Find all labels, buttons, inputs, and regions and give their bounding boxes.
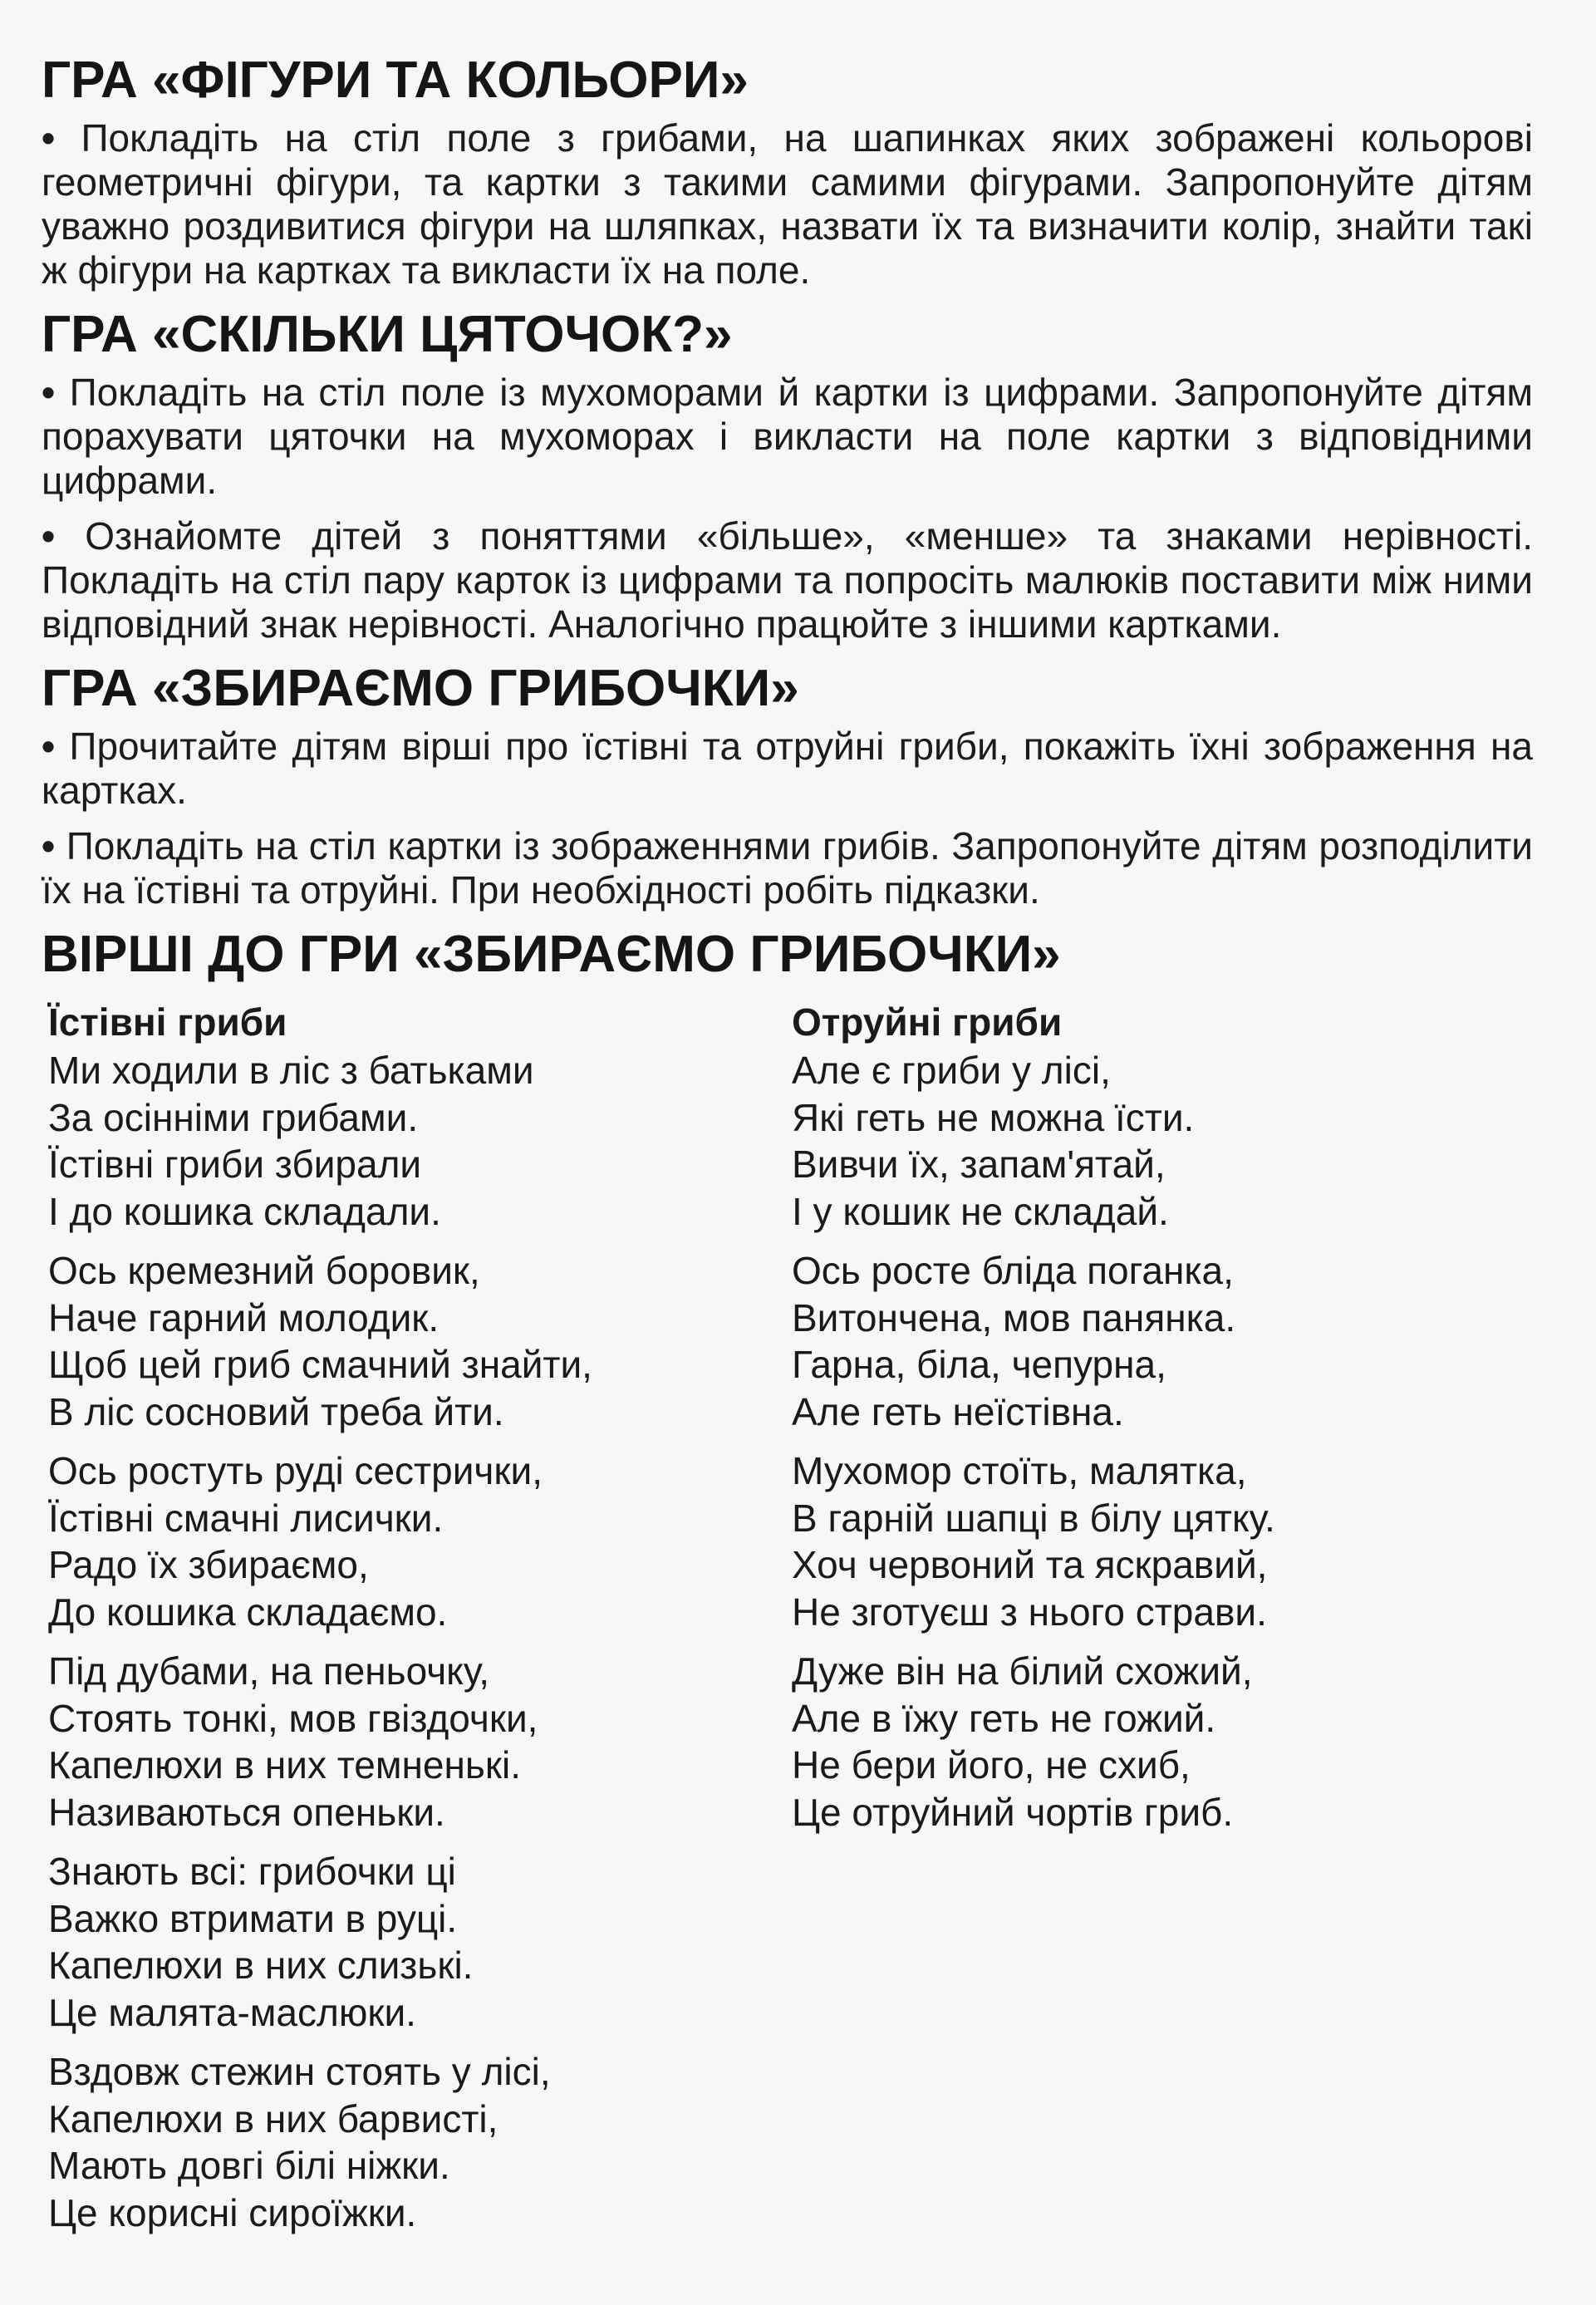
stanza [792,1648,1523,1836]
poem-line: Ми ходили в ліс з батьками [48,1049,534,1092]
poem-line: Не зготуєш з нього страви. [792,1590,1267,1634]
poems-block [42,999,1533,2278]
poem-line: Наче гарний молодик. [48,1295,440,1339]
stanza [792,1247,1523,1435]
poem-line: В ліс сосновий треба йти. [48,1389,504,1433]
stanza [48,1648,779,1836]
stanza [48,1047,779,1235]
paragraph [42,824,1533,912]
poem-line: І до кошика складали. [48,1189,441,1233]
paragraph-text: Покладіть на стіл поле з грибами, на шапинках яких зображені кольорові геометричні фігури, та картки з такими самими фігурами. Запропонуйте дітям уважно роздивитися фігури на шляпках, назвати їх та визначити колір, знайти такі ж фігури на картках та викласти їх на поле. [42,116,1533,292]
poem-line: Капелюхи в них слизькі. [48,1944,474,1987]
poisonous-poems-column [792,999,1523,1848]
poem-line: І у кошик не складай. [792,1189,1169,1233]
bullet-mark: • [42,824,56,867]
stanza [792,1447,1523,1635]
poem-line: Їстівні смачні лисички. [48,1496,444,1540]
poem-line: Які геть не можна їсти. [792,1095,1195,1139]
paragraph [42,514,1533,646]
poem-line: Хоч червоний та яскравий, [792,1543,1268,1586]
section-title-figures-colors: ГРА «ФІГУРИ ТА КОЛЬОРИ» [42,52,749,109]
paragraph [42,725,1533,813]
poem-line: Дуже він на білий схожий, [792,1649,1253,1693]
paragraph-text: Ознайомте дітей з поняттями «більше», «менше» та знаками нерівності. Покладіть на стіл пару карток із цифрами та попросіть малюків поставити між ними відповідний знак нерівності. Аналогічно працюйте з іншими картками. [42,514,1533,646]
poem-line: Але геть неїстівна. [792,1389,1124,1433]
edible-stanzas [48,1047,779,2236]
poem-line: Важко втримати в руці. [48,1896,458,1940]
stanza [792,1047,1523,1235]
poem-line: Ось ростуть руді сестрички, [48,1449,543,1492]
poem-line: Стоять тонкі, мов гвіздочки, [48,1696,538,1740]
poem-line: Витончена, мов панянка. [792,1295,1236,1339]
poem-line: Їстівні гриби збирали [48,1143,422,1186]
poem-line: Ось росте бліда поганка, [792,1249,1234,1292]
poem-line: До кошика складаємо. [48,1590,448,1634]
section-title-how-many-dots: ГРА «СКІЛЬКИ ЦЯТОЧОК?» [42,306,733,363]
stanza [48,1447,779,1635]
poem-line: Щоб цей гриб смачний знайти, [48,1343,592,1386]
poem-line: Капелюхи в них барвисті, [48,2096,498,2140]
poem-line: Вивчи їх, запам'ятай, [792,1143,1166,1186]
bullet-mark: • [42,514,56,558]
poem-line: Радо їх збираємо, [48,1543,369,1586]
edible-poems-title: Їстівні гриби [48,1000,287,1044]
bullet-mark: • [42,725,56,768]
poem-line: Це малята-маслюки. [48,1990,416,2034]
poem-line: Ось кремезний боровик, [48,1249,480,1292]
bullet-mark: • [42,371,56,414]
stanza [48,1247,779,1435]
paragraph [42,116,1533,292]
paragraph-text: Прочитайте дітям вірші про їстівні та отруйні гриби, покажіть їхні зображення на картках. [42,725,1534,812]
poem-line: Вздовж стежин стоять у лісі, [48,2050,551,2093]
poem-line: Але є гриби у лісі, [792,1049,1111,1092]
poem-line: Мають довгі білі ніжки. [48,2144,450,2187]
bullet-mark: • [42,116,56,160]
poems-title: ВІРШІ ДО ГРИ «ЗБИРАЄМО ГРИБОЧКИ» [42,926,1061,983]
poem-line: За осінніми грибами. [48,1095,419,1139]
paragraph [42,371,1533,503]
document-page [42,50,1533,2278]
section-title-collect-mushrooms: ГРА «ЗБИРАЄМО ГРИБОЧКИ» [42,660,799,717]
poem-line: Під дубами, на пеньочку, [48,1649,489,1693]
poem-line: Це отруйний чортів гриб. [792,1790,1234,1834]
poem-line: Мухомор стоїть, малятка, [792,1449,1247,1492]
poem-line: В гарній шапці в білу цятку. [792,1496,1275,1540]
poisonous-poems-title: Отруйні гриби [792,1000,1063,1044]
paragraph-text: Покладіть на стіл поле із мухоморами й картки із цифрами. Запропонуйте дітям порахувати цяточки на мухоморах і викласти на поле картки з відповідними цифрами. [42,371,1534,502]
poem-line: Гарна, біла, чепурна, [792,1343,1166,1386]
poem-line: Капелюхи в них темненькі. [48,1743,521,1786]
poem-line: Не бери його, не схиб, [792,1743,1191,1786]
edible-poems-column [48,999,779,2248]
paragraph-text: Покладіть на стіл картки із зображеннями грибів. Запропонуйте дітям розподілити їх на їстівні та отруйні. При необхідності робіть підказки. [42,824,1534,912]
poem-line: Знають всі: грибочки ці [48,1850,456,1893]
poem-line: Це корисні сироїжки. [48,2190,417,2234]
poem-line: Але в їжу геть не гожий. [792,1696,1216,1740]
poisonous-stanzas [792,1047,1523,1836]
stanza [48,1848,779,2036]
stanza [48,2048,779,2236]
poem-line: Називаються опеньки. [48,1790,445,1834]
